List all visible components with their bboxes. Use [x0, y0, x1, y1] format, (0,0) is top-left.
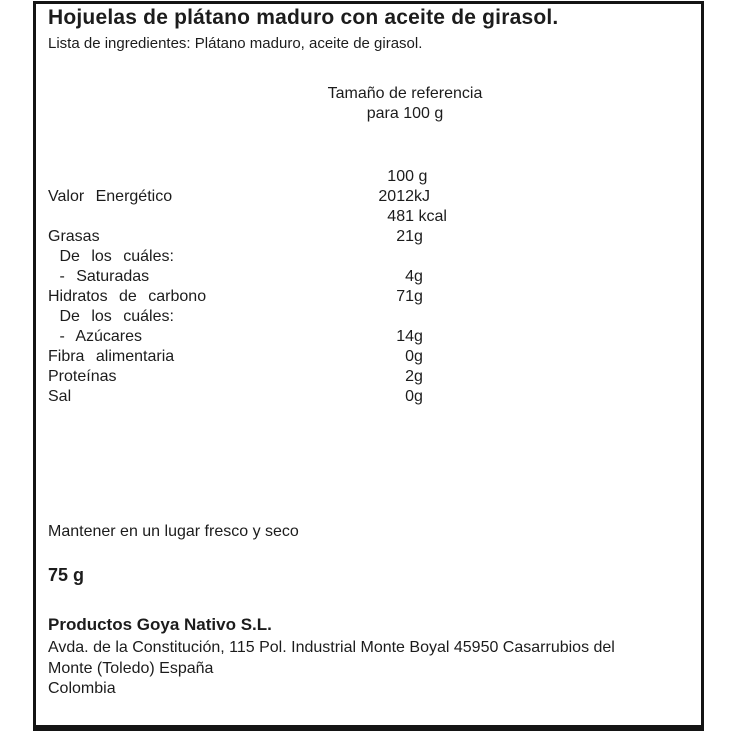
nutrient-label: De los cuáles: — [48, 248, 174, 265]
nutrient-value: 14 — [396, 328, 414, 345]
reference-size-line1: Tamaño de referencia — [327, 85, 483, 102]
nutrient-label: Grasas — [48, 228, 100, 245]
nutrient-unit: kcal — [414, 208, 447, 225]
nutrient-value: 0 — [405, 388, 414, 405]
nutrient-unit: g — [414, 288, 423, 305]
nutrition-row-fat — [36, 227, 701, 247]
nutrient-label: Hidratos de carbono — [48, 288, 207, 305]
nutrition-row-of-which-fat — [36, 247, 701, 267]
nutrient-unit: g — [414, 168, 428, 185]
nutrition-row-energy-kcal — [36, 207, 701, 227]
address-line-2: Monte (Toledo) España — [48, 660, 214, 677]
nutrient-value: 2 — [405, 368, 414, 385]
address-line-1: Avda. de la Constitución, 115 Pol. Industrial Monte Boyal 45950 Casarrubios del — [48, 639, 615, 656]
nutrition-row-fibre — [36, 347, 701, 367]
nutrition-column-header-row — [36, 167, 701, 187]
net-weight: 75 g — [48, 565, 85, 585]
nutrient-label: Sal — [48, 388, 72, 405]
nutrient-value: 481 — [387, 208, 414, 225]
nutrition-row-protein — [36, 367, 701, 387]
nutrient-label: De los cuáles: — [48, 308, 174, 325]
nutrient-label: Proteínas — [48, 368, 117, 385]
nutrient-value: 2012 — [378, 188, 414, 205]
nutrient-unit: g — [414, 388, 423, 405]
nutrient-value: 4 — [405, 268, 414, 285]
nutrient-unit: g — [414, 268, 423, 285]
nutrition-row-carbohydrate — [36, 287, 701, 307]
country-of-origin: Colombia — [48, 680, 116, 697]
reference-size-block — [201, 84, 609, 124]
nutrient-unit: g — [414, 368, 423, 385]
nutrient-unit: kJ — [414, 188, 430, 205]
storage-instructions: Mantener en un lugar fresco y seco — [48, 523, 299, 540]
reference-size-line2: para 100 g — [366, 105, 444, 122]
manufacturer-name: Productos Goya Nativo S.L. — [48, 615, 272, 634]
nutrient-label: Valor Energético — [48, 188, 173, 205]
nutrient-value: 71 — [396, 288, 414, 305]
nutrient-label: - Azúcares — [48, 328, 143, 345]
nutrient-value: 21 — [396, 228, 414, 245]
nutrition-row-salt — [36, 387, 701, 407]
manufacturer-address — [48, 637, 700, 679]
nutrient-value: 100 — [387, 168, 414, 185]
nutrient-unit: g — [414, 348, 423, 365]
ingredients-line: Lista de ingredientes: Plátano maduro, aceite de girasol. — [48, 35, 423, 52]
nutrient-value: 0 — [405, 348, 414, 365]
nutrition-row-sugars — [36, 327, 701, 347]
nutrient-unit: g — [414, 228, 423, 245]
nutrient-label: - Saturadas — [48, 268, 150, 285]
nutrition-table — [36, 167, 701, 407]
product-title: Hojuelas de plátano maduro con aceite de girasol. — [48, 6, 559, 29]
product-label — [33, 1, 704, 731]
nutrition-row-saturates — [36, 267, 701, 287]
nutrition-row-energy — [36, 187, 701, 207]
nutrition-row-of-which-carb — [36, 307, 701, 327]
nutrient-label: Fibra alimentaria — [48, 348, 175, 365]
nutrient-unit: g — [414, 328, 423, 345]
